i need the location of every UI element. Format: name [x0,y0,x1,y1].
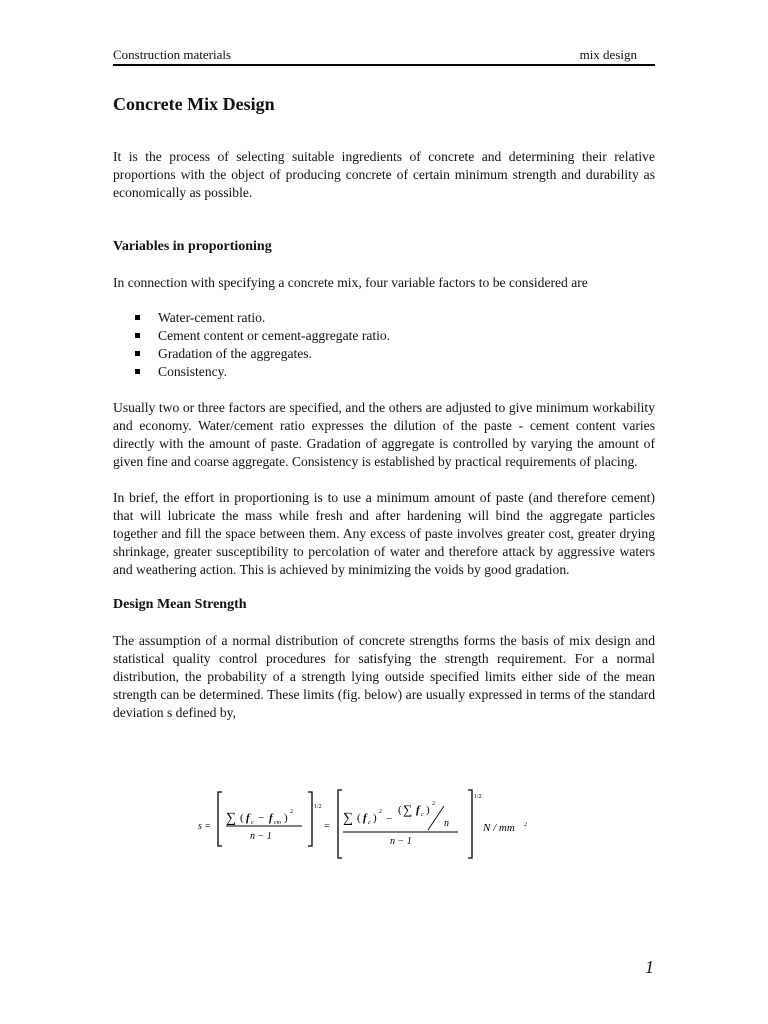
var-f-2: f [269,812,273,824]
units-exponent: 2 [524,822,527,828]
section-heading-design-mean-strength: Design Mean Strength [113,597,247,612]
division-slash [428,806,444,830]
formula-graphic [190,786,550,866]
variables-lead-paragraph: In connection with specifying a concrete mix, four variable factors to be considered are [113,275,588,290]
sub-c-1: c [251,820,254,826]
section-heading-variables: Variables in proportioning [113,239,272,254]
brief-paragraph: In brief, the effort in proportioning is to use a minimum amount of paste (and therefore cement) that will lubricate the mass while fresh and after hardening will bind the aggregate particles together and fill the space between them. Any excess of paste involves greater cost, greater drying shrinkage, greater susceptibility to percolation of water and therefore attack by aggressive waters and weathering action. This is achieved by minimizing the voids by good gradation. [113,490,655,577]
page-content [113,92,655,722]
exponent-2: 1/2 [474,794,482,800]
denominator-2: n − 1 [390,836,412,847]
left-bracket-2 [338,790,342,858]
square-1: 2 [290,809,293,815]
units-label: N / mm [483,822,515,834]
standard-deviation-formula [190,786,550,866]
bullet-icon [135,315,140,320]
bullet-icon [135,369,140,374]
formula-lhs: s = [198,821,212,832]
right-bracket-2 [468,790,472,858]
intro-paragraph: It is the process of selecting suitable ingredients of concrete and determining their relative proportions with the object of producing concrete of certain minimum strength and durability as economically as possible. [113,149,655,200]
variables-list [113,309,655,381]
minus-2: − [386,813,393,825]
page-number: 1 [645,957,654,977]
paren-open-2: ( [357,812,361,824]
square-2: 2 [379,809,382,815]
denominator-1: n − 1 [250,831,272,842]
list-item: Water-cement ratio. [113,309,655,327]
square-3: 2 [432,801,435,807]
list-item: Consistency. [113,363,655,381]
right-bracket-1 [308,792,312,846]
proportioning-paragraph: Usually two or three factors are specified, and the others are adjusted to give minimum workability and economy. Water/cement ratio expresses the dilution of the paste - cement content varies directly with the amount of paste. Gradation of aggregate is controlled by varying the amount of given fine and coarse aggregate. Consistency is established by practical requirements of placing. [113,400,655,469]
sigma-symbol-3: ∑ [403,802,413,817]
sub-c-3: c [421,812,424,818]
sigma-symbol-2: ∑ [343,811,353,826]
page-header [113,46,655,66]
sub-c-2: c [368,820,371,826]
var-f-3: f [363,812,367,824]
formula-equals: = [324,821,330,832]
var-f-1: f [246,812,250,824]
sigma-symbol-1: ∑ [226,811,236,826]
list-item: Cement content or cement-aggregate ratio. [113,327,655,345]
design-mean-strength-paragraph: The assumption of a normal distribution of concrete strengths forms the basis of mix design and statistical quality control procedures for satisfying the strength requirement. For a normal distribution, the probability of a strength lying outside specified limits either side of the mean strength can be determined. These limits (fig. below) are usually expressed in terms of the standard deviation s defined by, [113,633,655,720]
bullet-icon [135,351,140,356]
header-right: mix design [579,47,637,62]
paren-open-3: ( [398,804,402,816]
page-title: Concrete Mix Design [113,94,275,114]
var-n: n [444,818,449,829]
minus-1: − [258,812,265,824]
paren-close-3: ) [426,804,430,816]
header-left: Construction materials [113,47,232,62]
list-item: Gradation of the aggregates. [113,345,655,363]
left-bracket-1 [218,792,222,846]
exponent-1: 1/2 [314,804,322,810]
bullet-icon [135,333,140,338]
sub-cm: cm [274,820,281,826]
paren-close-2: ) [373,812,377,824]
var-f-4: f [416,804,420,816]
paren-close-1: ) [284,812,288,824]
paren-open-1: ( [240,812,244,824]
